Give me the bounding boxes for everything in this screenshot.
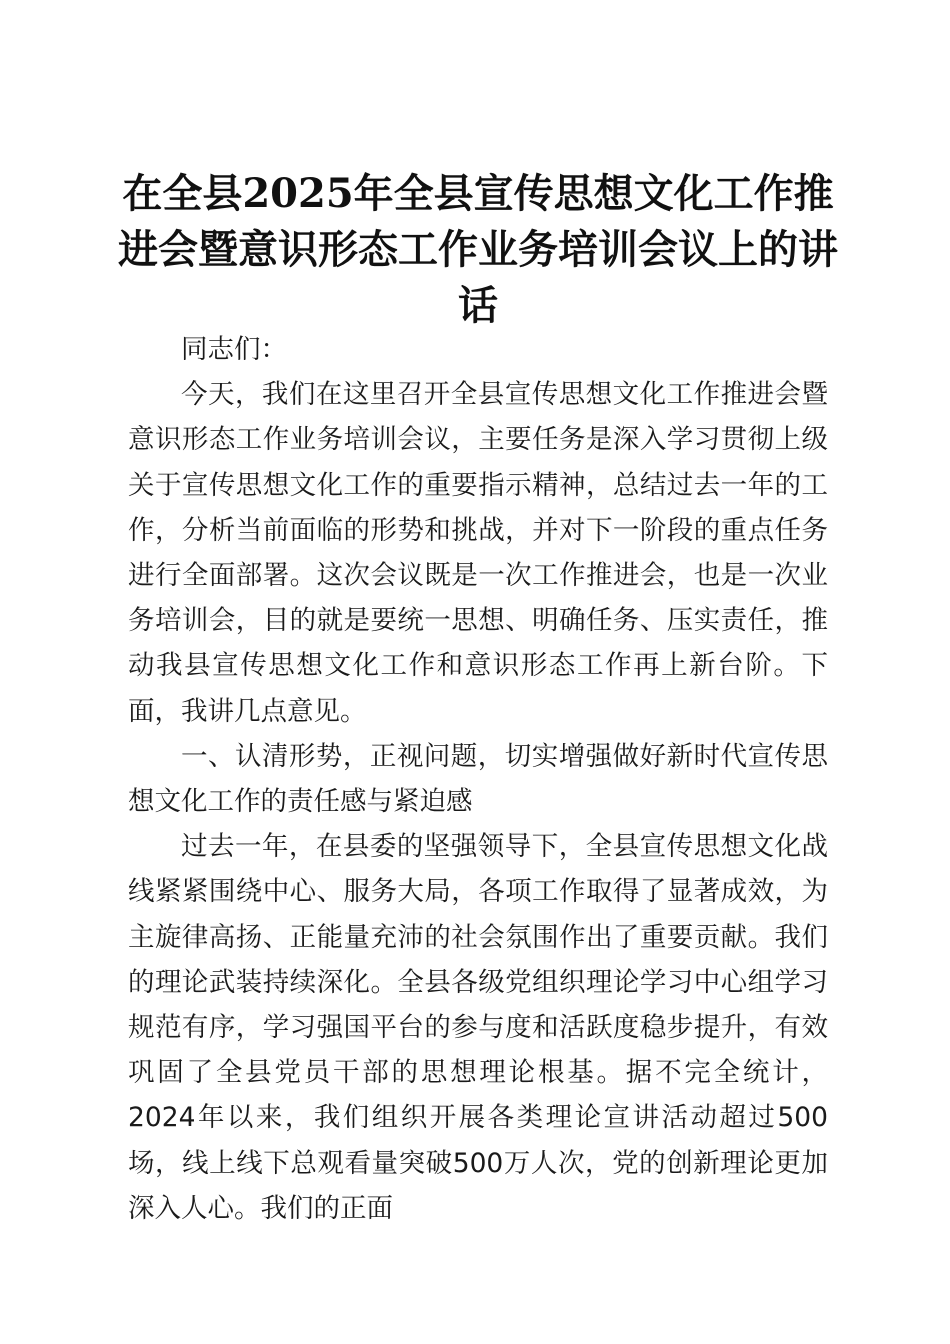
document-body — [128, 327, 828, 1231]
section-heading-1: 一、认清形势，正视问题，切实增强做好新时代宣传思想文化工作的责任感与紧迫感 — [128, 740, 828, 818]
paragraph-intro: 今天，我们在这里召开全县宣传思想文化工作推进会暨意识形态工作业务培训会议，主要任务是深入学习贯彻上级关于宣传思想文化工作的重要指示精神，总结过去一年的工作，分析当前面临的形势和挑战，并对下一阶段的重点任务进行全面部署。这次会议既是一次工作推进会，也是一次业务培训会，目的就是要统一思想、明确任务、压实责任，推动我县宣传思想文化工作和意识形态工作再上新台阶。下面，我讲几点意见。 — [128, 379, 828, 727]
paragraph-review: 过去一年，在县委的坚强领导下，全县宣传思想文化战线紧紧围绕中心、服务大局，各项工作取得了显著成效，为主旋律高扬、正能量充沛的社会氛围作出了重要贡献。我们的理论武装持续深化。全县各级党组织理论学习中心组学习规范有序，学习强国平台的参与度和活跃度稳步提升，有效巩固了全县党员干部的思想理论根基。据不完全统计，2024年以来，我们组织开展各类理论宣讲活动超过500场，线上线下总观看量突破500万人次，党的创新理论更加深入人心。我们的正面 — [128, 831, 828, 1224]
document-title: 在全县2025年全县宣传思想文化工作推进会暨意识形态工作业务培训会议上的讲话 — [118, 170, 838, 329]
salutation: 同志们： — [181, 334, 287, 365]
